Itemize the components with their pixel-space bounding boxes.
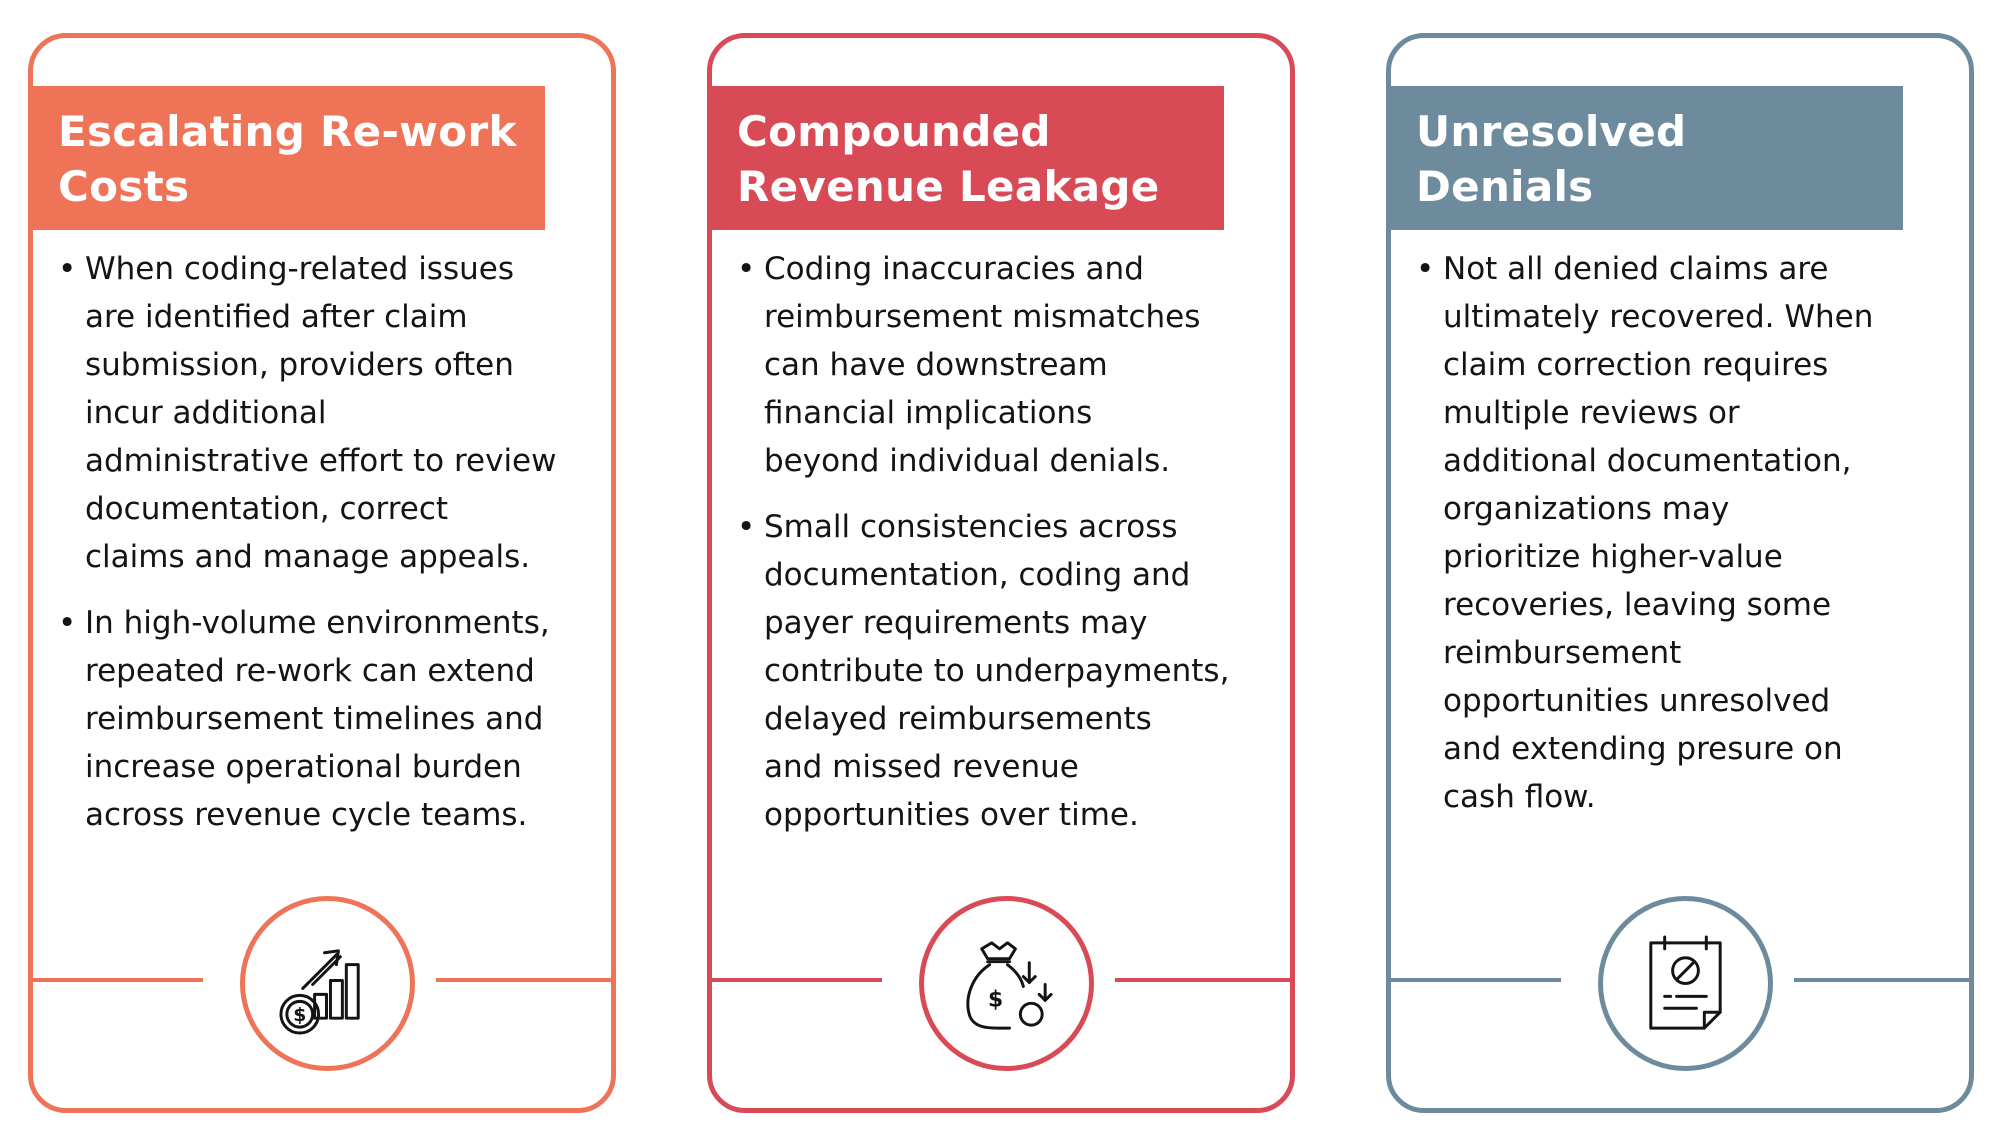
divider-left [712, 978, 882, 982]
bullet-text-line: opportunities unresolved [1443, 683, 1831, 719]
divider-right [1794, 978, 1969, 982]
bullet-text-line: organizations may [1443, 491, 1730, 527]
bullet-text-line: beyond individual denials. [764, 443, 1171, 479]
bullet-text-line: reimbursement [1443, 635, 1682, 671]
icon-badge [919, 896, 1094, 1071]
bullet-text-line: additional documentation, [1443, 443, 1852, 479]
bullet-dot-icon: • [1416, 251, 1435, 287]
bullet-text-line: recoveries, leaving some [1443, 587, 1832, 623]
bullet-text-line: multiple reviews or [1443, 395, 1740, 431]
bullet-text-line: documentation, correct [85, 491, 449, 527]
bullet-text-line: claims and manage appeals. [85, 539, 531, 575]
divider-left [33, 978, 203, 982]
bullet-text-line: When coding-related issues [85, 251, 514, 287]
icon-badge [240, 896, 415, 1071]
bullet-item [33, 245, 611, 581]
bullet-text-line: submission, providers often [85, 347, 514, 383]
card-escalating-rework-costs [28, 33, 616, 1113]
bullet-text-line: incur additional [85, 395, 327, 431]
bullet-text-line: increase operational burden [85, 749, 522, 785]
bullet-text-line: In high-volume environments, [85, 605, 550, 641]
bullet-dot-icon: • [737, 509, 756, 545]
bullet-text-line: Not all denied claims are [1443, 251, 1829, 287]
bullet-text-line: across revenue cycle teams. [85, 797, 528, 833]
bullet-text-line: can have downstream [764, 347, 1108, 383]
bullet-text-line: ultimately recovered. When [1443, 299, 1874, 335]
bullet-text-line: claim correction requires [1443, 347, 1829, 383]
bullet-dot-icon: • [737, 251, 756, 287]
card-title [1391, 86, 1903, 230]
bullet-text-line: contribute to underpayments, [764, 653, 1230, 689]
bullet-text-line: financial implications [764, 395, 1093, 431]
card-title-line: Unresolved [1416, 107, 1687, 156]
money-bag-decline-icon [952, 929, 1061, 1038]
card-title-line: Revenue Leakage [737, 162, 1160, 211]
bullet-text-line: prioritize higher-value [1443, 539, 1783, 575]
card-title-line: Escalating Re-work [58, 107, 517, 156]
bullet-item [33, 599, 611, 839]
divider-right [1115, 978, 1290, 982]
chart-growth-coin-icon [273, 929, 382, 1038]
bullet-item [712, 245, 1290, 485]
card-title-line: Compounded [737, 107, 1051, 156]
bullet-text-line: Coding inaccuracies and [764, 251, 1144, 287]
bullet-text-line: delayed reimbursements [764, 701, 1152, 737]
card-compounded-revenue-leakage [707, 33, 1295, 1113]
bullet-list [33, 245, 611, 857]
svg-text:$: $ [293, 1005, 307, 1027]
svg-text:$: $ [988, 987, 1004, 1013]
bullet-text-line: and missed revenue [764, 749, 1079, 785]
bullet-text-line: administrative effort to review [85, 443, 557, 479]
bullet-dot-icon: • [58, 251, 77, 287]
icon-badge [1598, 896, 1773, 1071]
bullet-list [712, 245, 1290, 857]
bullet-dot-icon: • [58, 605, 77, 641]
card-title [712, 86, 1224, 230]
bullet-text-line: opportunities over time. [764, 797, 1139, 833]
bullet-text-line: are identified after claim [85, 299, 468, 335]
card-title-line: Costs [58, 162, 190, 211]
divider-left [1391, 978, 1561, 982]
bullet-text-line: reimbursement mismatches [764, 299, 1201, 335]
card-title-line: Denials [1416, 162, 1594, 211]
denied-document-icon [1631, 929, 1740, 1038]
divider-right [436, 978, 611, 982]
card-title [33, 86, 545, 230]
bullet-text-line: repeated re-work can extend [85, 653, 535, 689]
bullet-text-line: and extending presure on [1443, 731, 1843, 767]
card-unresolved-denials [1386, 33, 1974, 1113]
bullet-text-line: payer requirements may [764, 605, 1148, 641]
bullet-text-line: documentation, coding and [764, 557, 1191, 593]
bullet-item [712, 503, 1290, 839]
bullet-text-line: Small consistencies across [764, 509, 1178, 545]
bullet-list [1391, 245, 1969, 839]
bullet-text-line: reimbursement timelines and [85, 701, 544, 737]
bullet-text-line: cash flow. [1443, 779, 1596, 815]
bullet-item [1391, 245, 1969, 821]
